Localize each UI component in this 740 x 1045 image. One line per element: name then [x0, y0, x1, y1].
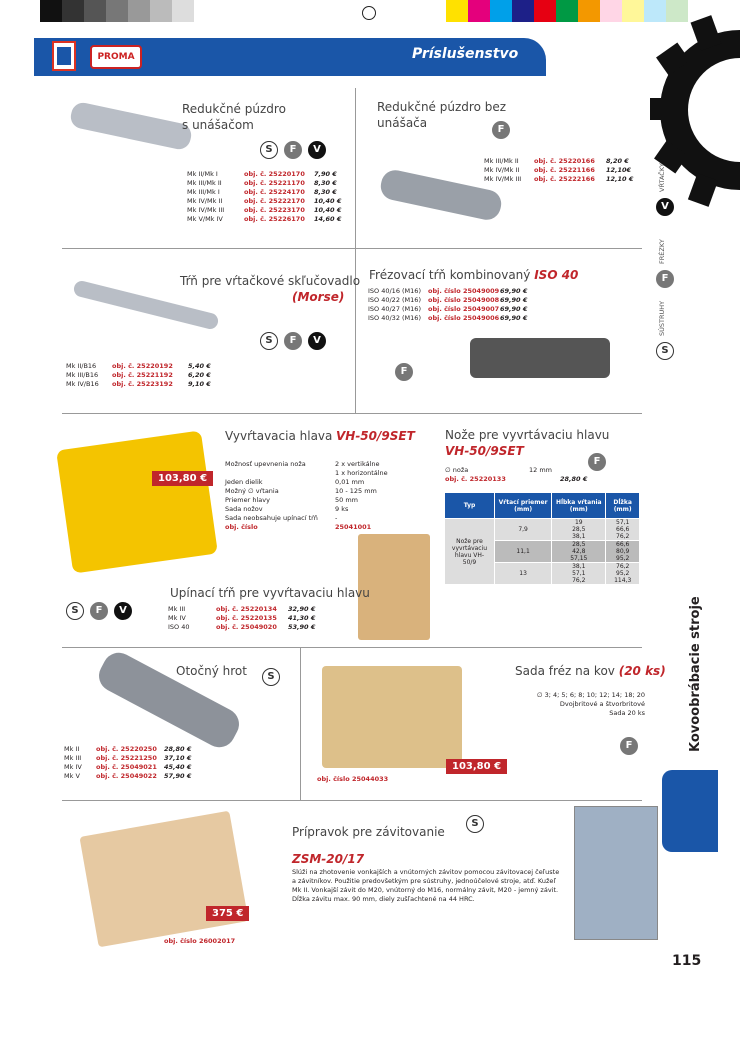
p6-title: Nože pre vyvrtávaciu hlavu — [445, 428, 610, 442]
price-row: Mk IV obj. č. 25220135 41,30 € — [168, 614, 316, 622]
price-row: Mk III/B16 obj. č. 25221192 6,20 € — [66, 371, 211, 379]
side-tab — [662, 770, 718, 852]
p3-price-list — [66, 362, 236, 389]
p4-title: Frézovací tŕň kombinovaný ISO 40 — [369, 268, 579, 282]
p5-title: Vyvŕtavacia hlava — [225, 429, 333, 443]
price-row: Mk III/Mk II obj. č. 25220166 8,20 € — [484, 157, 629, 165]
badge-f: F — [395, 363, 413, 381]
p9-order: obj. číslo 25044033 — [317, 775, 389, 783]
badge-f: F — [588, 453, 606, 471]
p9-title: Sada fréz na kov (20 ks) — [515, 664, 666, 678]
price-row: ISO 40/27 (M16) obj. číslo 2504900769,90 € — [368, 305, 528, 313]
badge-s: S — [466, 815, 484, 833]
logo-icon — [52, 41, 76, 71]
p8-title: Otočný hrot — [176, 664, 247, 678]
p10-model: ZSM-20/17 — [292, 852, 365, 866]
price-row: Mk II/Mk I obj. č. 25220170 7,90 € — [187, 170, 337, 178]
print-color-bar — [40, 0, 216, 22]
p3-subtitle: (Morse) — [292, 290, 345, 304]
p5-price-tag: 103,80 € — [152, 471, 213, 486]
p4-price-list — [368, 287, 568, 323]
badge-f: F — [90, 602, 108, 620]
badge-f: F — [284, 141, 302, 159]
price-row: ISO 40/16 (M16) obj. číslo 2504900969,90 € — [368, 287, 528, 295]
price-row: Mk II/B16 obj. č. 25220192 5,40 € — [66, 362, 211, 370]
p10-title: Prípravok pre závitovanie — [292, 825, 445, 839]
price-row: Mk IV obj. č. 25049021 45,40 € — [64, 763, 192, 771]
p2-title: Redukčné púzdro bez — [377, 100, 507, 114]
price-row: Mk III/Mk I obj. č. 25224170 8,30 € — [187, 188, 337, 196]
price-row: Mk IV/Mk II obj. č. 25221166 12,10€ — [484, 166, 632, 174]
page-number: 115 — [672, 953, 702, 969]
side-categories: VŔTAČKY V FRÉZKY F SÚSTRUHY S — [654, 152, 674, 367]
price-row: Mk III/Mk II obj. č. 25221170 8,30 € — [187, 179, 337, 187]
badge-s: S — [260, 141, 278, 159]
p6-knife-table: Typ Vŕtací priemer (mm) Hĺbka vŕtania (mm) Dĺžka (mm) Nože pre vyvrtávaciu hlavu VH-50/9 7,9 19 28,5 38,1 57,1 66,6 76,2 11,1 28,5 42,8 57,15 66,6 80,9 95,2 13 38,1 57,1 76,2 76,2 95,2 114,3 — [444, 492, 640, 585]
price-row: Mk IV/B16 obj. č. 25223192 9,10 € — [66, 380, 211, 388]
price-row: Mk III obj. č. 25221250 37,10 € — [64, 754, 192, 762]
p1-price-list — [187, 170, 347, 224]
badge-s: S — [262, 668, 280, 686]
registration-mark — [362, 6, 376, 20]
product-image-live-center — [93, 647, 244, 753]
product-image-boring-case — [56, 430, 218, 573]
p6-model: VH-50/9SET — [445, 444, 524, 458]
price-row: ISO 40 obj. č. 25049020 53,90 € — [168, 623, 316, 631]
price-row: Mk III obj. č. 25220134 32,90 € — [168, 605, 316, 613]
p10-price-tag: 375 € — [206, 906, 249, 921]
p5-spec-list: Možnosť upevnenia noža 2 x vertikálne 1 x horizontálne Jeden dielik 0,01 mm Možný ∅ vŕtania 10 - 125 mm Priemer hlavy 50 mm Sada nožov 9 ks Sada neobsahuje upínací tŕň - obj. číslo 25041001 — [225, 460, 388, 531]
price-row: Mk IV/Mk III obj. č. 25222166 12,10 € — [484, 175, 634, 183]
side-section-label: Kovoobrábacie stroje — [688, 596, 703, 752]
product-image-threading-kit — [79, 811, 248, 948]
p10-description: Slúži na zhotovenie vonkajších a vnútorných závitov pomocou závitovacej čeľuste a závitníkov. Použitie predovšetkým pre sústruhy, jednoúčelové stroje, atď. Kužeľ Mk II. Vonkajší závit do M20, vnútorný do M16, normálny závit, M20 - jemný závit. Dĺžka závitu max. 90 mm, diely zušľachtené na 44 HRC. — [292, 868, 560, 903]
price-row: Mk V obj. č. 25049022 57,90 € — [64, 772, 192, 780]
price-row: Mk IV/Mk III obj. č. 25223170 10,40 € — [187, 206, 342, 214]
p10-order: obj. číslo 26002017 — [164, 937, 236, 945]
p7-title: Upínací tŕň pre vyvŕtavaciu hlavu — [170, 586, 370, 600]
price-row: Mk II obj. č. 25220250 28,80 € — [64, 745, 192, 753]
price-row: ISO 40/32 (M16) obj. číslo 2504900669,90 € — [368, 314, 528, 322]
page-title: Príslušenstvo — [412, 46, 519, 62]
badge-s: S — [66, 602, 84, 620]
p7-price-list — [168, 605, 343, 632]
p1-subtitle: s unášačom — [182, 118, 254, 132]
badge-v: V — [308, 141, 326, 159]
p1-title: Redukčné púzdro — [182, 102, 286, 116]
badge-f: F — [284, 332, 302, 350]
badge-f: F — [492, 121, 510, 139]
p6-knife-info: ∅ noža 12 mm obj. č. 25220133 28,80 € — [445, 466, 588, 483]
p3-title: Tŕň pre vŕtačkové skľučovadlo — [180, 274, 361, 288]
product-image-reducer-sleeve — [69, 101, 194, 152]
p8-price-list — [64, 745, 234, 781]
product-image-mill-set — [322, 666, 462, 768]
price-row: ISO 40/22 (M16) obj. číslo 2504900869,90 € — [368, 296, 528, 304]
p2-price-list — [484, 157, 644, 184]
product-photo-in-use — [574, 806, 658, 940]
price-row: Mk IV/Mk II obj. č. 25222170 10,40 € — [187, 197, 342, 205]
p2-subtitle: unášača — [377, 116, 428, 130]
p9-details: ∅ 3; 4; 5; 6; 8; 10; 12; 14; 18; 20 Dvojbritové a štvorbritové Sada 20 ks — [536, 691, 645, 717]
p5-model: VH-50/9SET — [336, 429, 415, 443]
brand-logo: PROMA — [90, 45, 142, 69]
badge-s: S — [260, 332, 278, 350]
p9-price-tag: 103,80 € — [446, 759, 507, 774]
badge-v: V — [114, 602, 132, 620]
badge-f: F — [620, 737, 638, 755]
product-image-milling-arbor — [470, 338, 610, 378]
badge-v: V — [308, 332, 326, 350]
price-row: Mk V/Mk IV obj. č. 25226170 14,60 € — [187, 215, 342, 223]
